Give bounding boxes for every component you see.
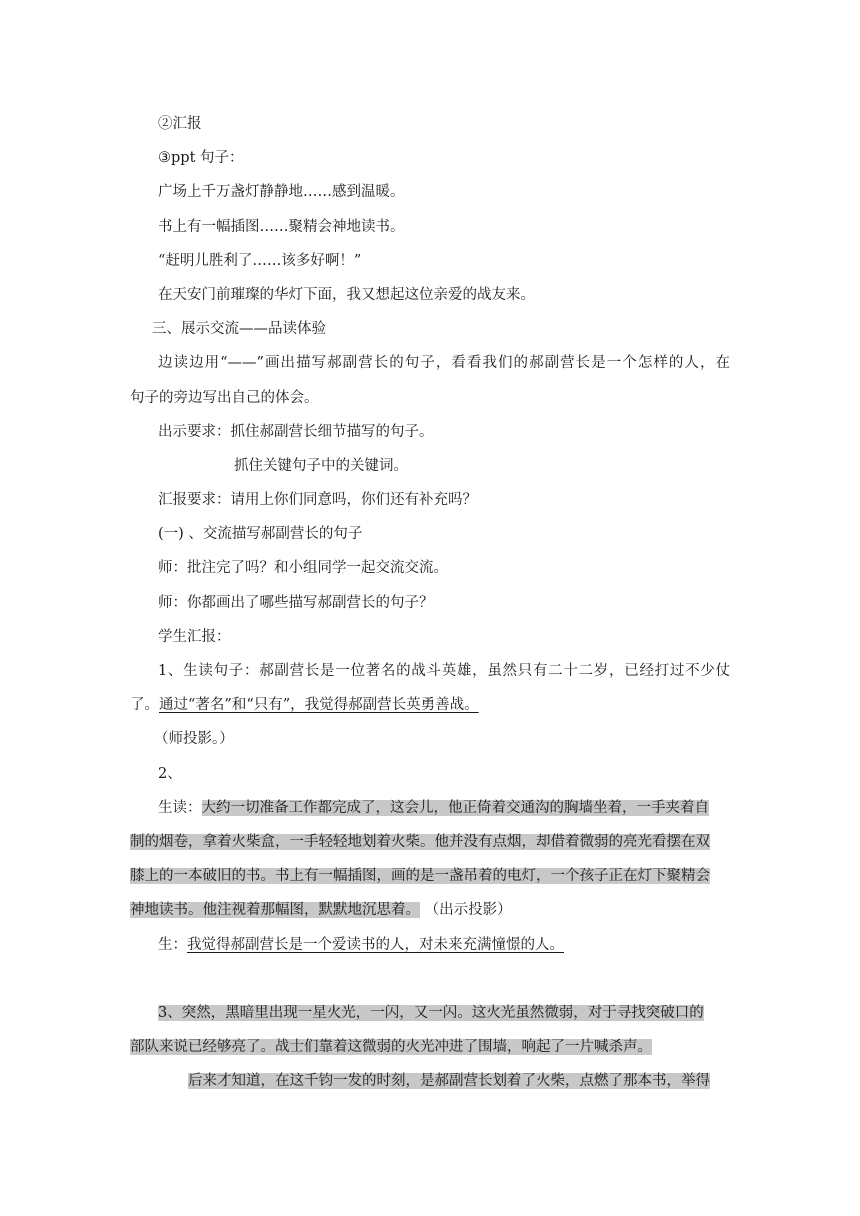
text-line: [130, 893, 730, 927]
text-line: [130, 141, 730, 175]
text-span: 2、: [158, 765, 182, 782]
subsection-heading: [130, 517, 730, 551]
text-line: [130, 654, 730, 688]
text-line: [130, 381, 730, 415]
highlighted-text: 神地读书。他注视着那幅图，默默地沉思着。: [130, 902, 420, 919]
text-line: [130, 415, 730, 449]
text-line: [130, 346, 730, 380]
text-span: 师：你都画出了哪些描写郝副营长的句子？: [158, 594, 434, 611]
highlighted-text: 制的烟卷，拿着火柴盒，一手轻轻地划着火柴。他并没有点烟，却借着微弱的亮光看摆在双: [130, 833, 710, 850]
text-span: ②汇报: [158, 116, 202, 132]
text-line: [130, 791, 730, 825]
text-span: 句子的旁边写出自己的体会。: [130, 389, 319, 406]
text-span: 三、展示交流——品读体验: [152, 321, 326, 338]
text-span: 汇报要求：请用上你们同意吗，你们还有补充吗？: [158, 492, 477, 509]
text-line: [130, 996, 730, 1030]
highlighted-text: 部队来说已经够亮了。战士们靠着这微弱的火光冲进了围墙，响起了一片喊杀声。: [130, 1039, 652, 1056]
text-span: 出示要求：抓住郝副营长细节描写的句子。: [158, 423, 434, 440]
text-line: [130, 757, 730, 791]
underlined-text: 我觉得郝副营长是一个爱读书的人，对未来充满憧憬的人。: [187, 936, 564, 953]
text-line: [130, 825, 730, 859]
text-span: 1、生读句子：郝副营长是一位著名的战斗英雄，虽然只有二十二岁，已经打过不少仗: [158, 663, 730, 679]
text-line: [130, 1064, 730, 1098]
text-span: 抓住关键句子中的关键词。: [234, 457, 408, 474]
text-line: [130, 175, 730, 209]
text-line: [130, 449, 730, 483]
text-span: “赶明儿胜利了……该多好啊！”: [158, 252, 362, 269]
text-line: [130, 107, 730, 141]
text-span: 在天安门前璀璨的华灯下面，我又想起这位亲爱的战友来。: [158, 286, 535, 303]
text-span: 生：: [158, 936, 187, 953]
text-line: [130, 244, 730, 278]
text-span: 广场上千万盏灯静静地……感到温暖。: [158, 184, 405, 201]
highlighted-text: 大约一切准备工作都完成了，这会儿，他正倚着交通沟的胸墙坐着，一手夹着自: [201, 799, 709, 816]
text-line: [130, 620, 730, 654]
text-line: [130, 722, 730, 756]
text-line: [130, 859, 730, 893]
document-body: [130, 107, 730, 1098]
blank-line: [130, 962, 730, 996]
text-line: [130, 1030, 730, 1064]
text-line: [130, 210, 730, 244]
text-span: 边读边用“——”画出描写郝副营长的句子，看看我们的郝副营长是一个怎样的人，在: [158, 355, 730, 372]
highlighted-text: 膝上的一本破旧的书。书上有一幅插图，画的是一盏吊着的电灯，一个孩子正在灯下聚精会: [130, 868, 710, 885]
text-span: 书上有一幅插图……聚精会神地读书。: [158, 218, 405, 235]
text-span: （师投影。）: [154, 731, 234, 748]
text-line: [130, 928, 730, 962]
text-span: 学生汇报：: [158, 628, 231, 645]
text-span: 师：批注完了吗？和小组同学一起交流交流。: [158, 560, 448, 577]
text-line: [130, 278, 730, 312]
section-heading: [130, 312, 730, 346]
text-span: 了。: [130, 697, 159, 714]
text-line: [130, 586, 730, 620]
text-line: [130, 688, 730, 722]
text-line: [130, 483, 730, 517]
text-span: （出示投影）: [420, 902, 512, 919]
text-line: [130, 551, 730, 585]
text-span: ③ppt 句子：: [158, 150, 244, 167]
text-span: (一) 、交流描写郝副营长的句子: [158, 526, 363, 543]
text-span: 生读：: [158, 799, 202, 816]
highlighted-text: 后来才知道，在这千钧一发的时刻，是郝副营长划着了火柴，点燃了那本书，举得: [188, 1073, 710, 1090]
highlighted-text: 3、突然，黑暗里出现一星火光，一闪，又一闪。这火光虽然微弱，对于寻找突破口的: [158, 1004, 704, 1021]
underlined-text: 通过“著名”和“只有”，我觉得郝副营长英勇善战。: [159, 697, 479, 714]
